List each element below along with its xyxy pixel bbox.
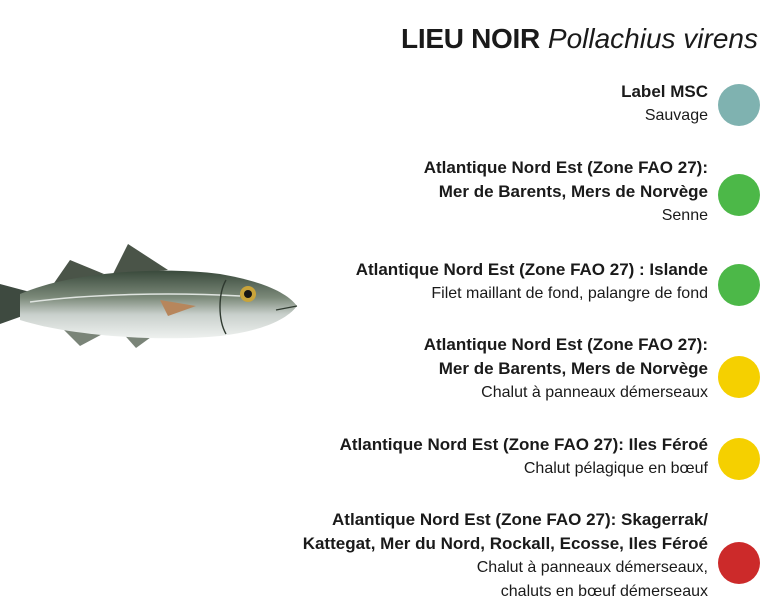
status-dot-yellow [718,438,760,480]
fishing-method: Chalut pélagique en bœuf [523,460,708,477]
fishing-zone: Atlantique Nord Est (Zone FAO 27): Mer de Barents, Mers de Norvège [423,158,708,201]
latin-name: Pollachius virens [547,23,758,54]
fishing-method: Senne [661,207,708,224]
fish-illustration [0,236,300,356]
status-dot-teal [718,84,760,126]
fishing-zone: Atlantique Nord Est (Zone FAO 27): Mer de Barents, Mers de Norvège [423,335,708,378]
fishing-zone: Atlantique Nord Est (Zone FAO 27): Iles Féroé [339,435,708,454]
list-item [303,508,708,604]
list-item-msc [621,80,708,128]
list-item [424,156,708,228]
common-name: LIEU NOIR [401,23,540,54]
fishing-method: Filet maillant de fond, palangre de fond [431,285,708,302]
status-dot-green [718,264,760,306]
fishing-method: Chalut à panneaux démerseaux [481,384,708,401]
fishing-zone: Atlantique Nord Est (Zone FAO 27): Skagerrak/ Kattegat, Mer du Nord, Rockall, Ecosse, Iles Féroé [302,510,708,553]
fishing-zone: Label MSC [621,82,708,101]
fishing-zone: Atlantique Nord Est (Zone FAO 27) : Islande [355,260,708,279]
list-item [424,333,708,405]
status-dot-green [718,174,760,216]
list-item [340,433,708,481]
list-item [356,258,708,306]
fishing-method: Chalut à panneaux démerseaux, chaluts en bœuf démerseaux [476,559,708,600]
species-title [401,22,758,56]
fishing-method: Sauvage [644,107,708,124]
status-dot-yellow [718,356,760,398]
status-dot-red [718,542,760,584]
